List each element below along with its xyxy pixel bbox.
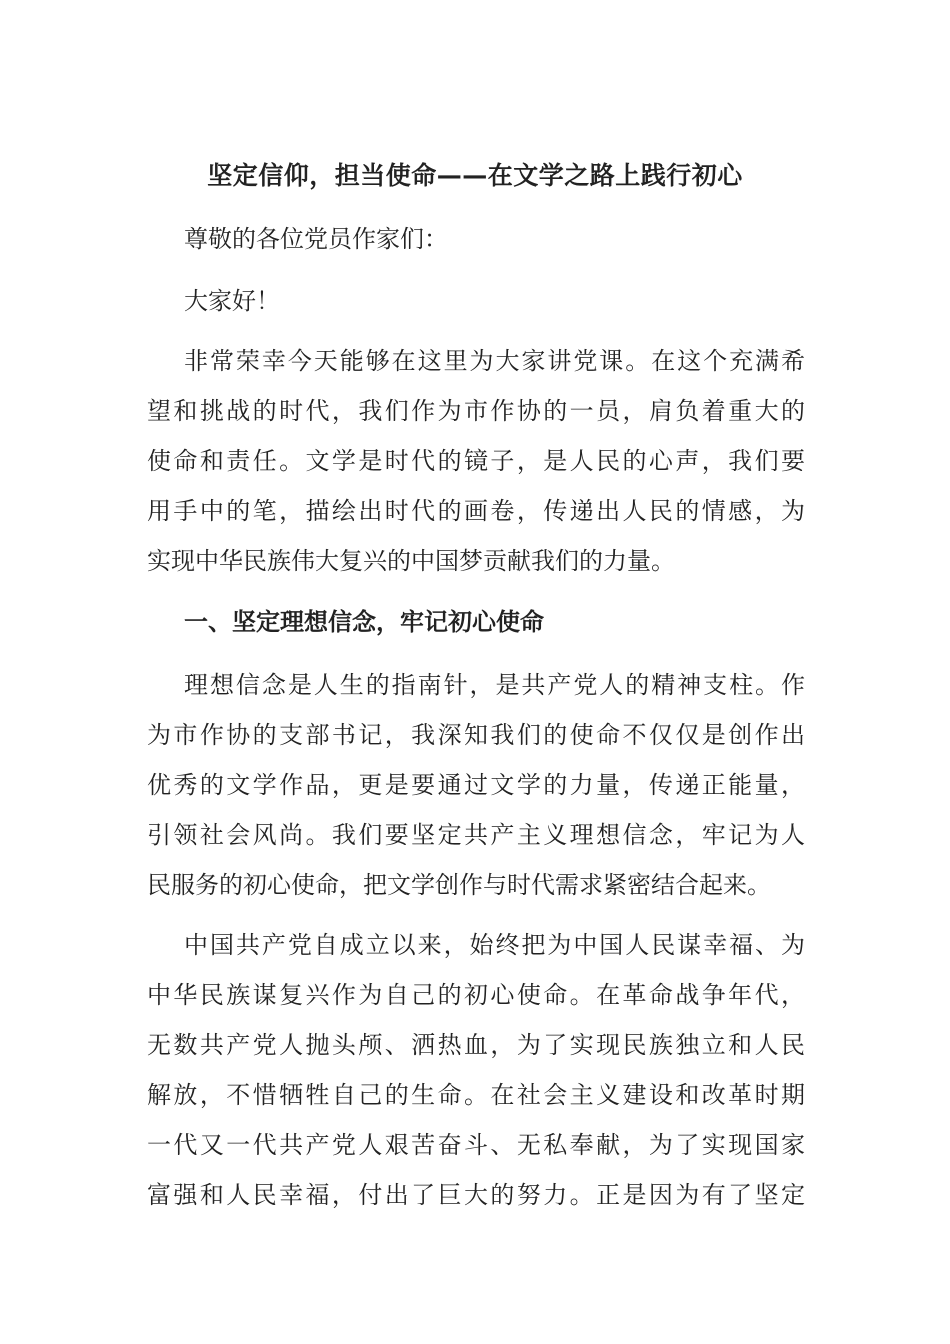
paragraph-line: 无数共产党人抛头颅、洒热血，为了实现民族独立和人民 bbox=[147, 1031, 805, 1059]
paragraph-line: 优秀的文学作品，更是要通过文学的力量，传递正能量， bbox=[147, 771, 805, 799]
paragraph-line: 实现中华民族伟大复兴的中国梦贡献我们的力量。 bbox=[147, 547, 675, 575]
paragraph-line: 非常荣幸今天能够在这里为大家讲党课。在这个充满希 bbox=[184, 347, 805, 375]
section-heading: 一、坚定理想信念，牢记初心使命 bbox=[184, 608, 544, 636]
paragraph-line: 理想信念是人生的指南针，是共产党人的精神支柱。作 bbox=[184, 671, 805, 699]
paragraph-line: 使命和责任。文学是时代的镜子，是人民的心声，我们要 bbox=[147, 447, 805, 475]
paragraph-line: 富强和人民幸福，付出了巨大的努力。正是因为有了坚定 bbox=[147, 1181, 805, 1209]
salutation: 尊敬的各位党员作家们： bbox=[184, 225, 448, 253]
paragraph-line: 解放，不惜牺牲自己的生命。在社会主义建设和改革时期 bbox=[147, 1081, 805, 1109]
paragraph-line: 用手中的笔，描绘出时代的画卷，传递出人民的情感，为 bbox=[147, 497, 805, 525]
paragraph-line: 中国共产党自成立以来，始终把为中国人民谋幸福、为 bbox=[184, 931, 805, 959]
paragraph-line: 引领社会风尚。我们要坚定共产主义理想信念，牢记为人 bbox=[147, 821, 805, 849]
paragraph-line: 一代又一代共产党人艰苦奋斗、无私奉献，为了实现国家 bbox=[147, 1131, 805, 1159]
paragraph-line: 为市作协的支部书记，我深知我们的使命不仅仅是创作出 bbox=[147, 721, 805, 749]
paragraph-line: 望和挑战的时代，我们作为市作协的一员，肩负着重大的 bbox=[147, 397, 805, 425]
greeting-line: 大家好！ bbox=[184, 287, 280, 315]
paragraph-line: 中华民族谋复兴作为自己的初心使命。在革命战争年代， bbox=[147, 981, 805, 1009]
document-title: 坚定信仰，担当使命——在文学之路上践行初心 bbox=[207, 161, 743, 190]
paragraph-line: 民服务的初心使命，把文学创作与时代需求紧密结合起来。 bbox=[147, 871, 771, 899]
